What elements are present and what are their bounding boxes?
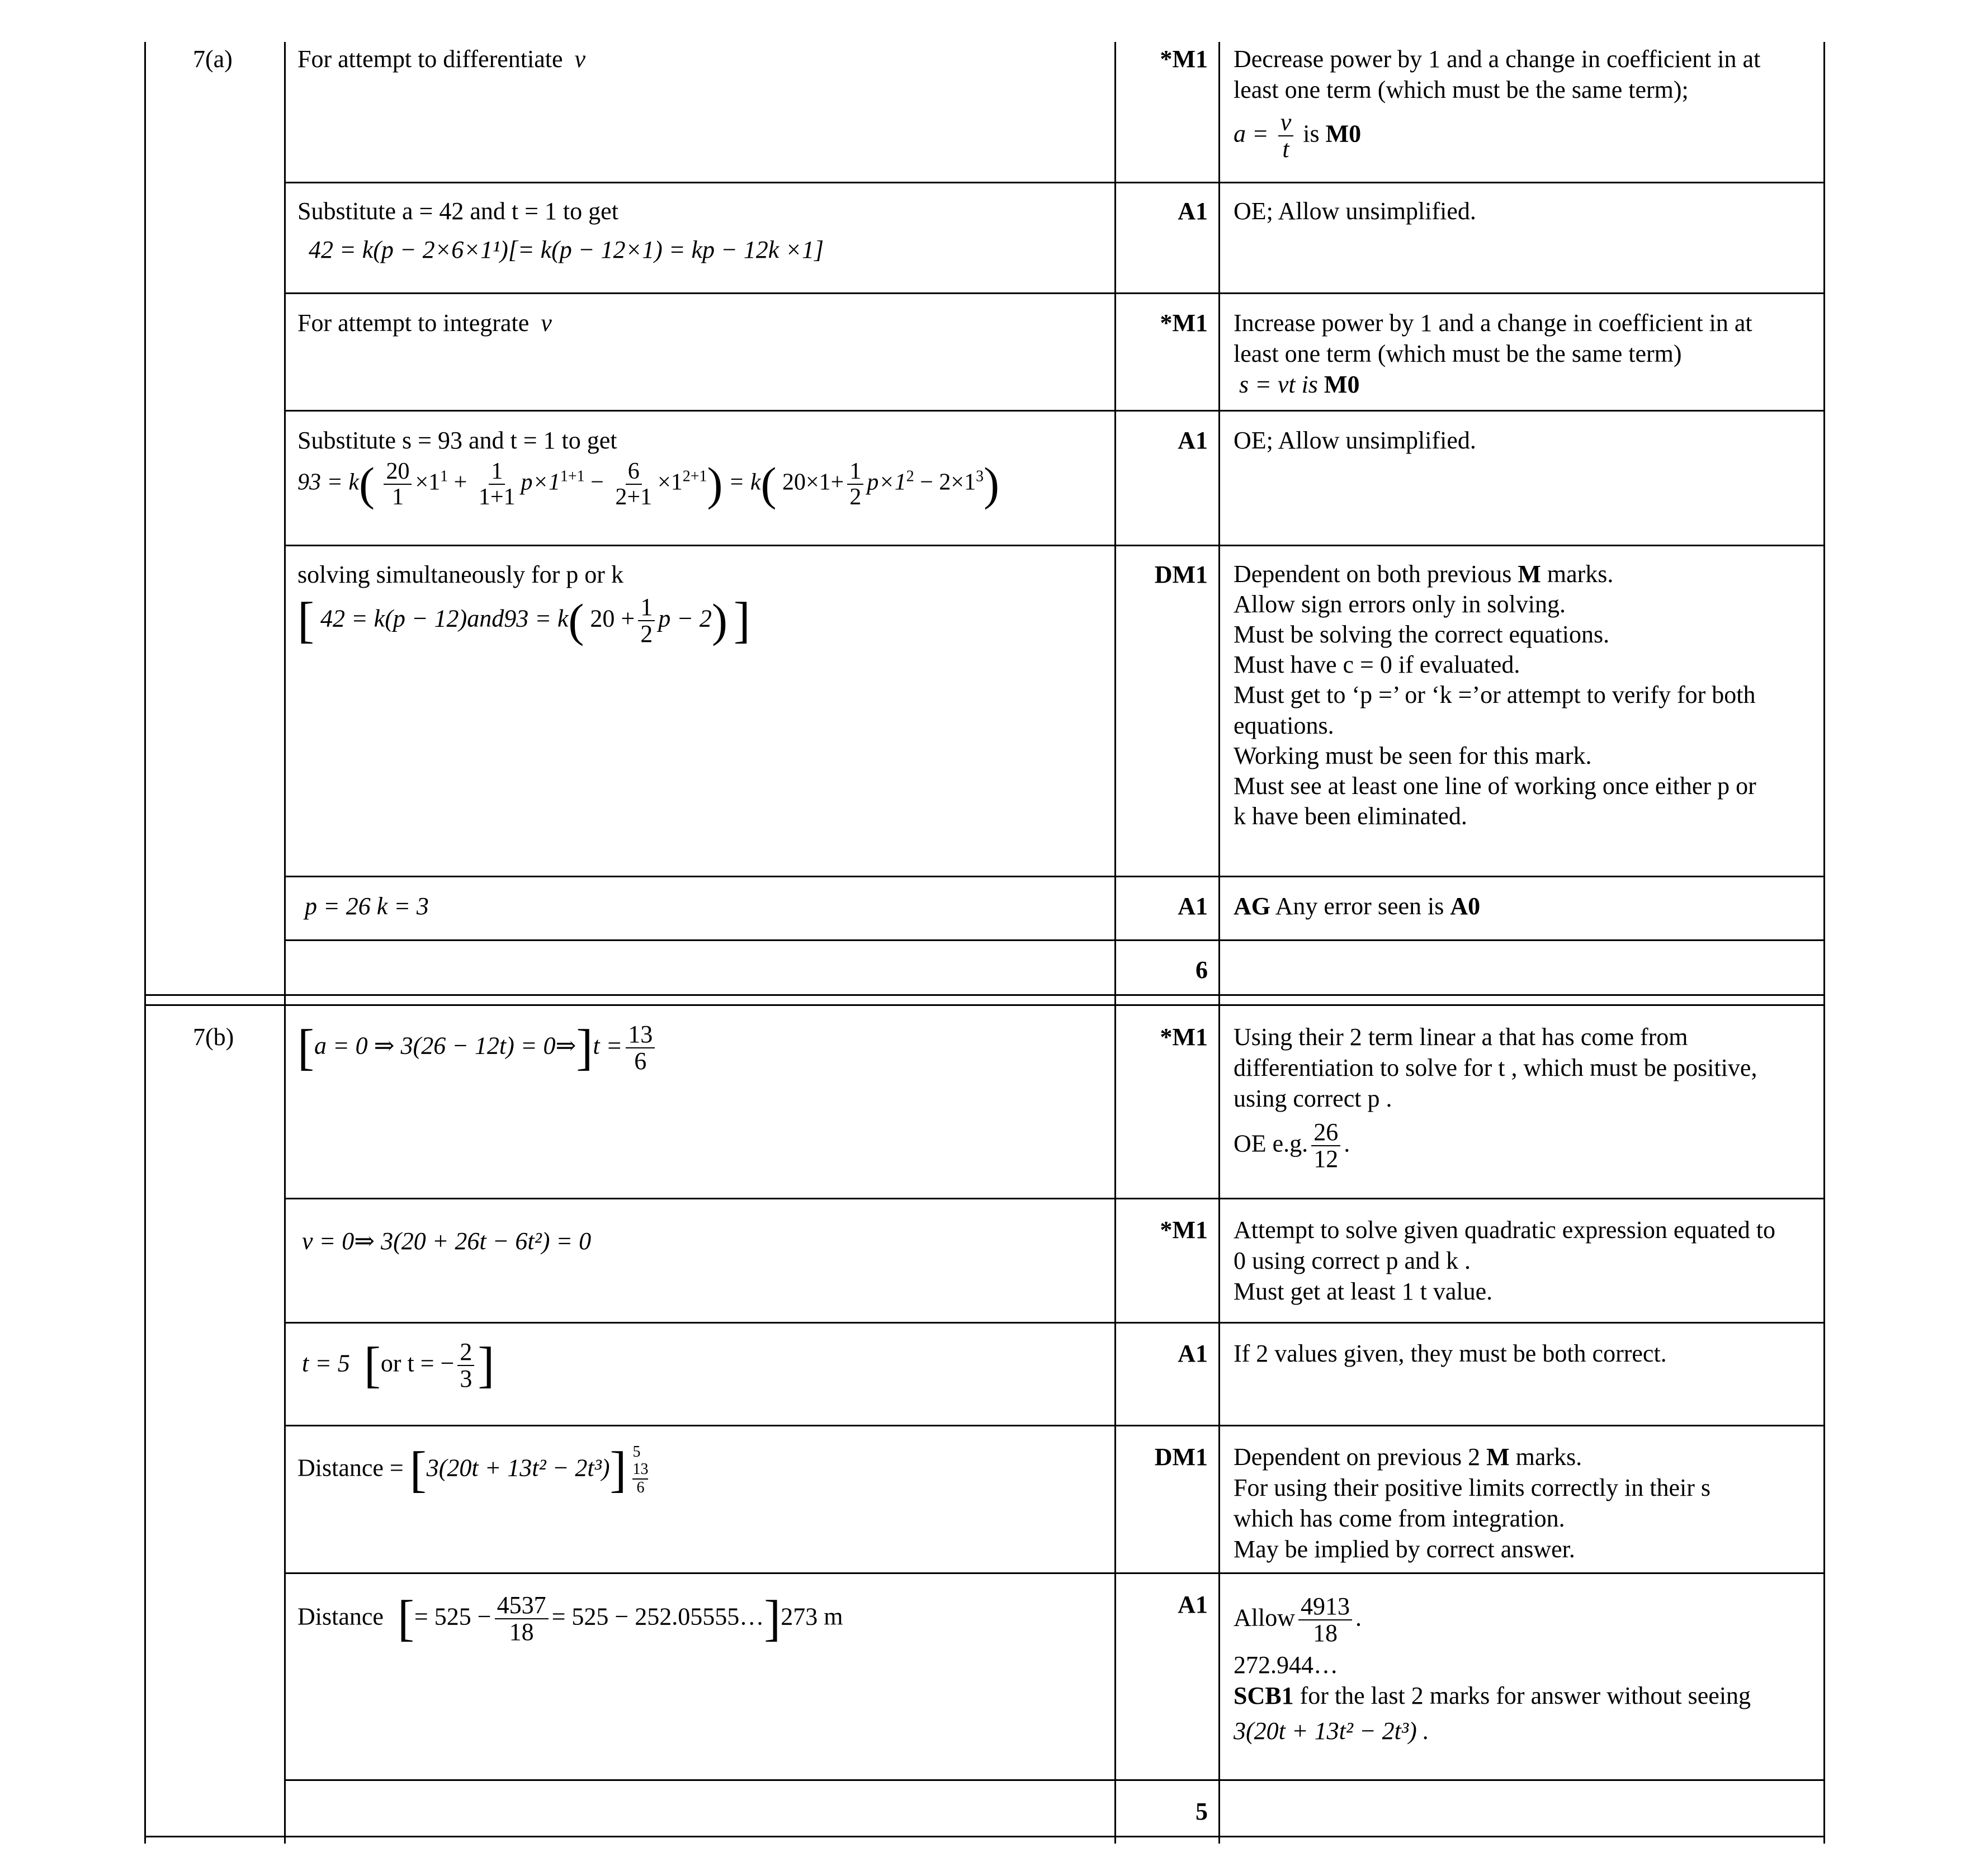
note-line: using correct p . [1234,1085,1392,1112]
note-line: Working must be seen for this mark. [1234,741,1592,769]
note-text: Any error seen is [1270,892,1450,920]
working-answer: p = 26 k = 3 [305,892,429,920]
mark-code: *M1 [1160,309,1208,337]
row-divider [284,1198,1825,1199]
note-line: 272.944… [1234,1651,1338,1679]
working-equation: [a = 0 ⇒ 3(26 − 12t) = 0⇒]t = $\frac{13}{6}$ [297,1022,658,1074]
working-equation: [ 42 = k(p − 12)and93 = k( 20 + $\frac{1}{2}$ p − 2) ] [297,593,750,649]
mark-code: A1 [1178,197,1208,225]
note-line: OE; Allow unsimplified. [1234,197,1476,225]
row-divider [284,182,1825,183]
mark-code: A1 [1178,1340,1208,1367]
working-equation: Distance [= 525 − $\frac{4537}{18}$ = 525 − 252.05555…]273 m [297,1591,843,1647]
mark-code: A1 [1178,1591,1208,1618]
guidance-notes [1234,1215,1815,1307]
note-line: Must have c = 0 if evaluated. [1234,651,1520,679]
working-text [297,196,824,265]
row-divider [284,1425,1825,1426]
guidance-notes [1234,1338,1815,1369]
working-var: v [574,45,586,73]
note-line: Dependent on previous 2 M marks. [1234,1443,1582,1471]
note-line: least one term (which must be the same term); [1234,76,1689,103]
row-divider [284,545,1825,546]
total-marks: 6 [1195,956,1208,984]
note-line: Must be solving the correct equations. [1234,621,1610,649]
mark-code: A1 [1178,892,1208,920]
mark-code: DM1 [1154,1443,1208,1471]
note-line: Using their 2 term linear a that has come from [1234,1023,1688,1051]
note-fraction-line [1234,110,1815,162]
left-border [144,42,146,1844]
row-divider [284,939,1825,941]
note-line: Decrease power by 1 and a change in coefficient in at [1234,45,1761,73]
note-line: equations. [1234,711,1334,739]
working-line: Substitute s = 93 and t = 1 to get [297,427,617,454]
guidance-notes [1234,196,1815,226]
working-equation: Distance = [3(20t + 13t² − 2t³)] 5 13 6 [297,1442,649,1498]
mark-code: A1 [1178,427,1208,454]
note-line: Increase power by 1 and a change in coefficient in at [1234,309,1752,337]
note-line: 0 using correct p and k . [1234,1247,1471,1274]
total-marks: 5 [1195,1798,1208,1825]
note-pre: s = vt is [1239,371,1318,398]
row-divider [284,410,1825,412]
guidance-notes [1234,425,1815,456]
note-line: Attempt to solve given quadratic expression equated to [1234,1216,1775,1244]
note-pre: a = [1234,120,1269,148]
working-equation: 42 = k(p − 2×6×1¹)[= k(p − 12×1) = kp − 12k ×1] [309,236,824,263]
note-line: For using their positive limits correctly in their s [1234,1474,1710,1501]
note-line: k have been eliminated. [1234,802,1467,830]
row-divider [284,1779,1825,1781]
working-line: solving simultaneously for p or k [297,561,623,588]
mark-code: DM1 [1154,561,1208,588]
row-divider [284,876,1825,877]
working-text [297,44,585,74]
guidance-notes [1234,1022,1815,1172]
note-line: SCB1 for the last 2 marks for answer without seeing [1234,1682,1751,1710]
note-bold: AG [1234,892,1270,920]
bottom-border [144,1836,1825,1837]
note-line: Dependent on both previous M marks. [1234,560,1614,588]
note-line: which has come from integration. [1234,1505,1565,1532]
working-text [297,425,1103,509]
guidance-notes [1234,1589,1815,1746]
note-fraction-line: OE e.g. $\frac{26}{12}$ . [1234,1118,1350,1173]
note-line: Must see at least one line of working once either p or [1234,772,1756,800]
working-label: For attempt to integrate [297,309,530,337]
note-bold: M0 [1325,120,1362,148]
section-divider [144,994,1825,996]
note-post: is [1303,120,1320,148]
question-number: 7(a) [193,45,233,73]
row-divider [284,1572,1825,1574]
note-line: Allow sign errors only in solving. [1234,590,1566,618]
guidance-notes [1234,308,1815,400]
note-bold: M0 [1324,371,1360,398]
row-divider [284,1322,1825,1324]
mark-code: *M1 [1160,1023,1208,1051]
guidance-notes [1234,1442,1815,1565]
question-number: 7(b) [193,1023,234,1051]
mark-code: *M1 [1160,45,1208,73]
note-line: 3(20t + 13t² − 2t³) . [1234,1717,1429,1745]
working-equation: t = 5 [or t = − $\frac{2}{3}$ ] [302,1338,495,1393]
fraction: $\frac{v}{t}$ [1278,110,1294,162]
working-equation: v = 0⇒ 3(20 + 26t − 6t²) = 0 [302,1227,592,1255]
section-divider [144,1004,1825,1006]
note-line: differentiation to solve for t , which must be positive, [1234,1054,1757,1081]
note-line: If 2 values given, they must be both correct. [1234,1340,1667,1367]
guidance-notes [1234,891,1815,922]
working-text [297,559,1103,647]
row-divider [284,292,1825,294]
note-line: least one term (which must be the same term) [1234,340,1682,367]
note-line: May be implied by correct answer. [1234,1535,1575,1563]
working-equation: 93 = k( $\frac{20}{1}$ $\times 1^1$ + $\frac{1}{1+1}$ $p\times 1^{1+1}$ − $\frac{6}{2+1}$ $\times 1^{2+1}) = k$( 20×1+ $\frac{1}{2}$ $p\times 1^2 - 2\times 1^3$) [297,458,1000,511]
note-bold: A0 [1450,892,1481,920]
working-label: For attempt to differentiate [297,45,563,73]
working-line: Substitute a = 42 and t = 1 to get [297,197,618,225]
note-fraction-line: Allow $\frac{4913}{18}$ . [1234,1593,1362,1647]
note-line: Must get at least 1 t value. [1234,1278,1493,1305]
note-line: OE; Allow unsimplified. [1234,427,1476,454]
note-line: Must get to ‘p =’ or ‘k =’or attempt to verify for both [1234,681,1756,709]
working-text [297,308,552,338]
guidance-notes [1234,559,1815,831]
working-var: v [541,309,552,337]
mark-code: *M1 [1160,1216,1208,1244]
guidance-notes [1234,44,1815,162]
note-tail-line [1239,369,1815,400]
